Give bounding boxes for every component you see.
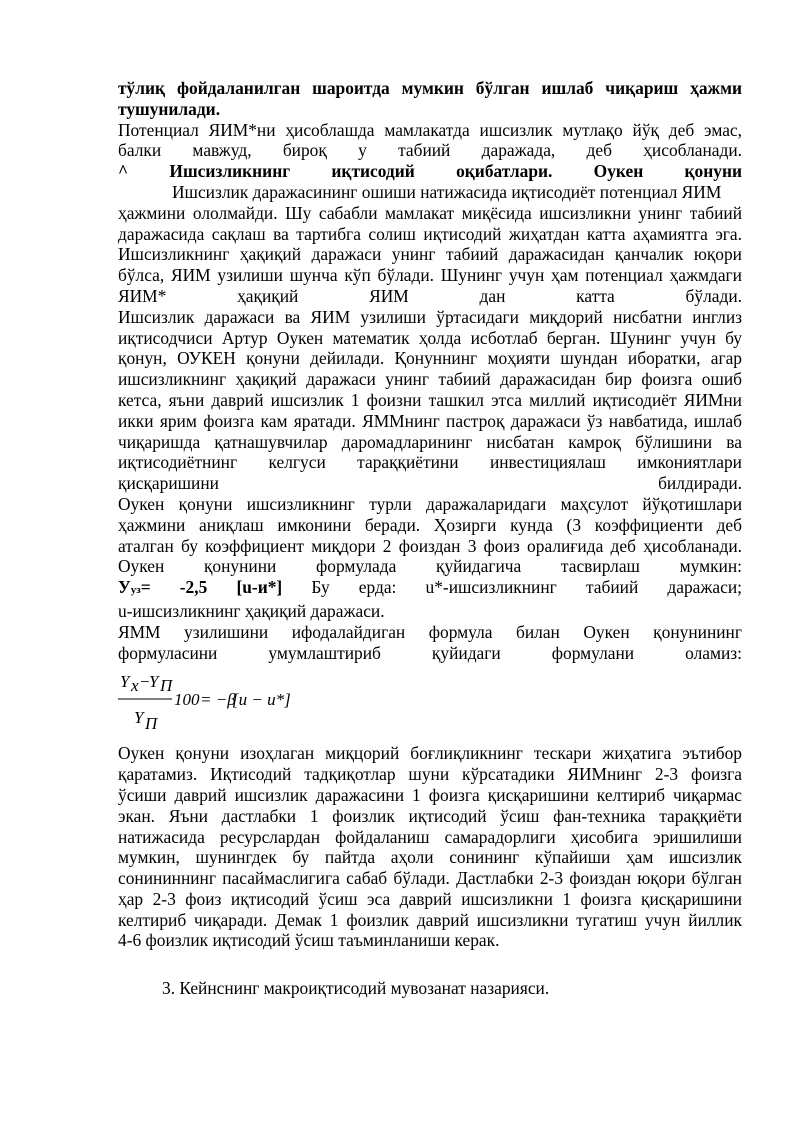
text-line: ҳажмини ололмайди. Шу сабабли мамлакат миқёсида ишсизликни унинг табиий — [118, 202, 742, 223]
body-text-part2 — [118, 743, 742, 951]
text-line: ўсиши даврий ишсизлик даражасини 1 фоизга қисқаришини келтириб чиқармас — [118, 784, 742, 805]
body-text-part1 — [118, 78, 742, 663]
formula-equals-beta: = −β — [200, 690, 236, 710]
text-line: ишсизликнинг ҳақиқий даражаси унинг табиий даражасидан бир фоизга ошиб — [118, 369, 742, 390]
text-line: қисқаришини билдиради. — [118, 473, 742, 494]
text-line: натижасида ресурслардан фойдаланиш самарадорлиги ҳисобига эришилиши — [118, 826, 742, 847]
formula-hundred: 100 — [174, 690, 200, 710]
text-line: Оукен қонуни ишсизликнинг турли даражаларидаги маҳсулот йўқотишлари — [118, 493, 742, 514]
text-line: иқтисодчиси Артур Оукен математик ҳолда исботлаб берган. Шунинг учун бу — [118, 327, 742, 348]
text-line: ЯММ узилишини ифодалайдиган формула билан Оукен қонунининг — [118, 621, 742, 642]
text-line: 4-6 фоизлик иқтисодий ўсиш таъминланиши керак. — [118, 930, 500, 951]
okun-formula: Ууз= -2,5 [u-и*] — [118, 577, 283, 598]
gap-formula — [118, 667, 291, 739]
text-line: қонун, ОУКЕН қонуни дейилади. Қонуннинг моҳияти шундан иборатки, агар — [118, 348, 742, 369]
text-line: тушунилади. — [118, 98, 221, 119]
text-line: ^ Ишсизликнинг иқтисодий оқибатлари. Оукен қонуни — [118, 161, 742, 182]
text-line: сонининнинг пасаймаслигига сабаб бўлади. Дастлабки 2-3 фоиздан юқори бўлган — [118, 868, 742, 889]
text-line: ҳар 2-3 фоиз иқтисодий ўсиш эса даврий ишсизликни 1 фоизга қисқаришини — [118, 888, 742, 909]
text-line: қаратамиз. Иқтисодий тадқиқотлар шуни кўрсатадики ЯИМнинг 2-3 фоизга — [118, 764, 742, 785]
text-line: Ишсизлик даражасининг ошиши натижасида иқтисодиёт потенциал ЯИМ — [172, 181, 722, 202]
text-line: чиқаришда қатнашувчилар даромадларининг нисбатан камроқ бўлишини ва — [118, 431, 742, 452]
formula-sub-p-denominator: П — [145, 714, 158, 734]
formula-y-denominator: Y — [134, 708, 144, 728]
formula-y-potential: Y — [149, 672, 159, 692]
gap-formula-block — [118, 663, 742, 743]
text-line: мумкин, шунингдек бу пайтда аҳоли сонининг кўпайиши ҳам ишсизлик — [118, 847, 742, 868]
text-line: u-ишсизликнинг ҳақиқий даражаси. — [118, 600, 385, 621]
okun-formula-explanation: Бу ерда: u*-ишсизликнинг табиий даражаси; — [311, 577, 742, 598]
text-line: кетса, яъни даврий ишсизлик 1 фоизни ташкил этса миллий иқтисодиёт ЯИМни — [118, 389, 742, 410]
text-line: аталган бу коэффициент миқдори 2 фоиздан 3 фоиз оралиғида деб ҳисобланади. — [118, 535, 742, 556]
formula-sub-x: x — [131, 676, 139, 696]
text-line: балки мавжуд, бироқ у табиий даражада, деб ҳисобланади. — [118, 140, 742, 161]
text-line: Потенциал ЯИМ*ни ҳисоблашда мамлакатда ишсизлик мутлақо йўқ деб эмас, — [118, 119, 742, 140]
text-line: иқтисодиётнинг келгуси тараққиётини инвестициялаш имкониятлари — [118, 452, 742, 473]
text-line: ҳажмини аниқлаш имконини беради. Ҳозирги кунда (3 коэффициенти деб — [118, 514, 742, 535]
section-heading: 3. Кейнснинг макроиқтисодий мувозанат назарияси. — [162, 978, 550, 999]
document-page — [118, 78, 742, 999]
text-line: даражасида сақлаш ва тартибга солиш иқтисодий жиҳатдан катта аҳамиятга эга. — [118, 223, 742, 244]
text-line: экан. Яъни дастлабки 1 фоизлик иқтисодий ўсиш фан-техника тараққиёти — [118, 805, 742, 826]
text-line: бўлса, ЯИМ узилиши шунча кўп бўлади. Шунинг учун ҳам потенциал ҳажмдаги — [118, 265, 742, 286]
text-line: Оукен қонунини формулада қуйидагича тасвирлаш мумкин: — [118, 556, 742, 577]
text-line: Ишсизликнинг ҳақиқий даражаси унинг табиий даражасидан қанчалик юқори — [118, 244, 742, 265]
text-line: тўлиқ фойдаланилган шароитда мумкин бўлган ишлаб чиқариш ҳажми — [118, 78, 742, 98]
formula-bracket: [u − u*] — [232, 690, 291, 710]
formula-sub-p: П — [160, 676, 173, 696]
formula-y-actual: Y — [120, 672, 130, 692]
text-line: келтириб чиқаради. Демак 1 фоизлик даврий ишсизликни тугатиш учун йиллик — [118, 909, 742, 930]
text-line: Ишсизлик даражаси ва ЯИМ узилиши ўртасидаги миқдорий нисбатни инглиз — [118, 306, 742, 327]
okun-formula-line — [118, 577, 742, 601]
formula-minus: − — [139, 672, 151, 692]
text-line: ЯИМ* ҳақиқий ЯИМ дан катта бўлади. — [118, 285, 742, 306]
text-line: икки ярим фоизга кам яратади. ЯММнинг пастроқ даражаси ўз навбатида, ишлаб — [118, 410, 742, 431]
text-line: формуласини умумлаштириб қуйидаги формулани оламиз: — [118, 642, 742, 663]
text-line: Оукен қонуни изоҳлаган миқцорий боғлиқликнинг тескари жиҳатига эътибор — [118, 743, 742, 764]
